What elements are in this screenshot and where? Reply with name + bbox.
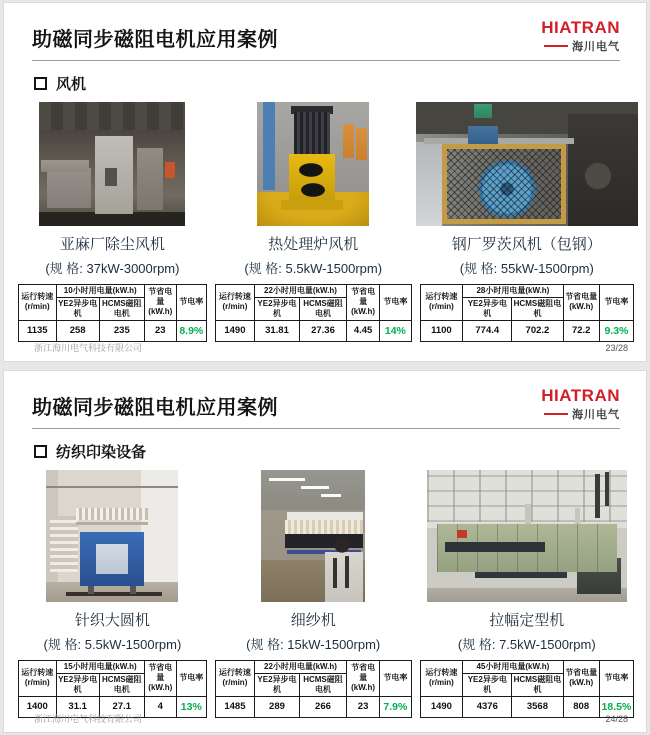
photo-spinning-frame (261, 470, 365, 602)
slide-header (4, 371, 646, 422)
speed-value: 1490 (420, 696, 463, 717)
rate-value: 14% (380, 320, 411, 341)
energy-header: 45小时用电量(kW.h) (463, 660, 563, 673)
speed-header: 运行转速 (r/min) (420, 284, 463, 320)
case-caption: 亚麻厂除尘风机 (59, 235, 165, 253)
rate-value: 9.3% (599, 320, 633, 341)
square-bullet-icon (34, 445, 47, 458)
ye2-header: YE2异步电机 (56, 673, 99, 696)
hiatran-logo (541, 17, 620, 54)
section-title: 风机 (56, 75, 87, 93)
case-photo-wrap (416, 102, 638, 228)
ye2-header: YE2异步电机 (463, 297, 512, 320)
photo-circular-knitting-machine (46, 470, 178, 602)
energy-header: 28小时用电量(kW.h) (463, 284, 563, 297)
case-spec: (规 格: 7.5kW-1500rpm) (457, 636, 596, 652)
saved-value: 23 (144, 320, 176, 341)
ye2-value: 31.1 (56, 696, 99, 717)
page-number: 23/28 (605, 342, 628, 353)
speed-value: 1400 (19, 696, 57, 717)
saved-header: 节省电量 (kW.h) (563, 284, 599, 320)
rate-header: 节电率 (599, 284, 633, 320)
ye2-header: YE2异步电机 (56, 297, 99, 320)
case (211, 102, 416, 342)
speed-header: 运行转速 (r/min) (19, 284, 57, 320)
hcms-header: HCMS磁阻电机 (99, 297, 144, 320)
speed-value: 1490 (215, 320, 254, 341)
footer-company: 浙江海川电气科技有限公司 (34, 714, 143, 724)
slide-header (4, 3, 646, 54)
energy-header: 22小时用电量(kW.h) (254, 284, 346, 297)
rate-value: 7.9% (380, 696, 411, 717)
saved-value: 4.45 (346, 320, 379, 341)
logo-red-line (544, 45, 568, 47)
slide-footer (34, 712, 628, 725)
logo-cn-row (541, 38, 620, 54)
ye2-header: YE2异步电机 (463, 673, 512, 696)
energy-header: 10小时用电量(kW.h) (56, 284, 144, 297)
saved-header: 节省电量 (kW.h) (144, 660, 176, 696)
case (14, 102, 211, 342)
slide-textile-printing-dyeing (4, 371, 646, 732)
logo-brand-text: HIATRAN (541, 386, 620, 405)
case-photo-wrap (257, 102, 369, 228)
photo-dust-collector-fan (39, 102, 185, 226)
ye2-value: 258 (56, 320, 99, 341)
speed-value: 1485 (215, 696, 254, 717)
case-photo-wrap (46, 470, 178, 604)
rate-value: 18.5% (599, 696, 633, 717)
rate-value: 8.9% (176, 320, 206, 341)
saved-value: 72.2 (563, 320, 599, 341)
cases-row (4, 94, 646, 342)
case-table (215, 284, 412, 342)
photo-roots-blower (416, 102, 638, 226)
case-photo-wrap (261, 470, 365, 604)
ye2-header: YE2异步电机 (254, 297, 299, 320)
cases-row (4, 462, 646, 718)
hcms-header: HCMS磁阻电机 (99, 673, 144, 696)
saved-header: 节省电量 (kW.h) (144, 284, 176, 320)
case-caption: 拉幅定型机 (489, 611, 565, 629)
section-title: 纺织印染设备 (56, 443, 147, 461)
slide-title: 助磁同步磁阻电机应用案例 (32, 29, 278, 51)
case-table (18, 284, 207, 342)
case-table (18, 660, 207, 718)
saved-value: 4 (144, 696, 176, 717)
hcms-header: HCMS磁阻电机 (512, 297, 563, 320)
case-spec: (规 格: 5.5kW-1500rpm) (43, 636, 182, 652)
hcms-value: 266 (299, 696, 346, 717)
saved-header: 节省电量 (kW.h) (346, 660, 379, 696)
speed-value: 1135 (19, 320, 57, 341)
square-bullet-icon (34, 77, 47, 90)
slide-fans (4, 3, 646, 361)
case-caption: 细纱机 (290, 611, 336, 629)
case-caption: 针织大圆机 (74, 611, 150, 629)
energy-header: 22小时用电量(kW.h) (254, 660, 346, 673)
speed-header: 运行转速 (r/min) (420, 660, 463, 696)
logo-brand-cn: 海川电气 (572, 408, 620, 421)
ye2-value: 31.81 (254, 320, 299, 341)
energy-header: 15小时用电量(kW.h) (56, 660, 144, 673)
hiatran-logo (541, 385, 620, 422)
hcms-header: HCMS磁阻电机 (512, 673, 563, 696)
case-caption: 钢厂罗茨风机（包钢） (451, 235, 602, 253)
case-caption: 热处理炉风机 (268, 235, 359, 253)
case (211, 470, 416, 718)
speed-header: 运行转速 (r/min) (215, 284, 254, 320)
section-header (4, 61, 646, 94)
hcms-header: HCMS磁阻电机 (299, 297, 346, 320)
rate-header: 节电率 (176, 284, 206, 320)
logo-cn-row (541, 406, 620, 422)
hcms-value: 3568 (512, 696, 563, 717)
speed-header: 运行转速 (r/min) (215, 660, 254, 696)
case-spec: (规 格: 15kW-1500rpm) (246, 636, 381, 652)
case-spec: (规 格: 55kW-1500rpm) (459, 260, 594, 276)
speed-value: 1100 (420, 320, 463, 341)
logo-brand-cn: 海川电气 (572, 40, 620, 53)
photo-heat-treatment-furnace-fan (257, 102, 369, 226)
hcms-value: 27.36 (299, 320, 346, 341)
ye2-value: 4376 (463, 696, 512, 717)
hcms-value: 702.2 (512, 320, 563, 341)
ye2-value: 289 (254, 696, 299, 717)
case-photo-wrap (427, 470, 627, 604)
case (416, 102, 638, 342)
saved-value: 23 (346, 696, 379, 717)
rate-value: 13% (176, 696, 206, 717)
speed-header: 运行转速 (r/min) (19, 660, 57, 696)
case-table (420, 660, 634, 718)
ye2-header: YE2异步电机 (254, 673, 299, 696)
footer-company: 浙江海川电气科技有限公司 (34, 343, 143, 353)
photo-stenter-machine (427, 470, 627, 602)
saved-header: 节省电量 (kW.h) (563, 660, 599, 696)
case-spec: (规 格: 37kW-3000rpm) (45, 260, 180, 276)
case (14, 470, 211, 718)
rate-header: 节电率 (380, 660, 411, 696)
rate-header: 节电率 (599, 660, 633, 696)
case-spec: (规 格: 5.5kW-1500rpm) (244, 260, 383, 276)
case-table (215, 660, 412, 718)
slide-title: 助磁同步磁阻电机应用案例 (32, 397, 278, 419)
slide-footer (34, 341, 628, 354)
case-table (420, 284, 634, 342)
logo-brand-text: HIATRAN (541, 18, 620, 37)
hcms-value: 235 (99, 320, 144, 341)
logo-red-line (544, 413, 568, 415)
case (416, 470, 638, 718)
section-header (4, 429, 646, 462)
hcms-header: HCMS磁阻电机 (299, 673, 346, 696)
page-number: 24/28 (605, 713, 628, 724)
saved-value: 808 (563, 696, 599, 717)
rate-header: 节电率 (176, 660, 206, 696)
hcms-value: 27.1 (99, 696, 144, 717)
case-photo-wrap (39, 102, 185, 228)
ye2-value: 774.4 (463, 320, 512, 341)
saved-header: 节省电量 (kW.h) (346, 284, 379, 320)
rate-header: 节电率 (380, 284, 411, 320)
